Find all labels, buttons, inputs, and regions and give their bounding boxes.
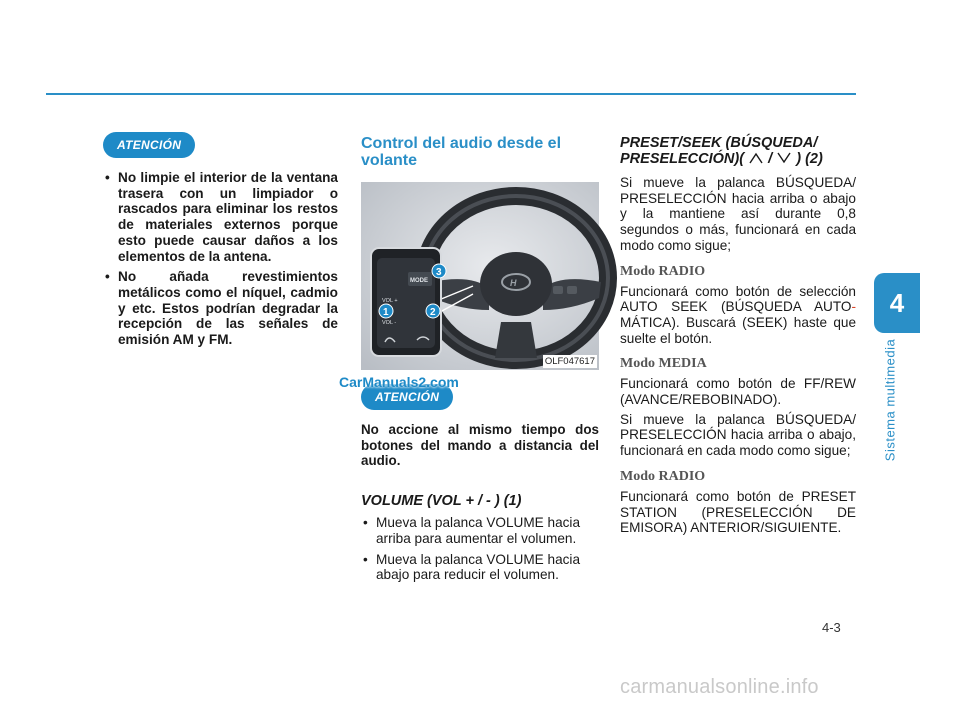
chevron-up-icon bbox=[748, 152, 764, 164]
volume-list bbox=[361, 515, 599, 583]
mode-radio-title: Modo RADIO bbox=[620, 263, 706, 279]
column-left bbox=[103, 132, 338, 353]
figure-label-vol-minus: VOL - bbox=[382, 320, 397, 326]
figure-label-mode: MODE bbox=[410, 278, 428, 284]
steering-wheel-illustration bbox=[361, 182, 599, 370]
list-item: • No añada revestimientos metálicos como el níquel, cadmio y etc. Estos podrían degradar la recepción de las señales de emisión AM y FM. bbox=[103, 269, 338, 348]
mode-radio-text bbox=[620, 284, 856, 347]
chapter-tab bbox=[874, 273, 920, 333]
callout-1: 1 bbox=[383, 307, 389, 318]
watermark: CarManuals2.com bbox=[339, 374, 459, 390]
volume-title: VOLUME (VOL + / - ) (1) bbox=[361, 493, 522, 510]
preset-seek-title-part-c: ) (2) bbox=[796, 151, 823, 167]
figure-code: OLF047617 bbox=[544, 356, 595, 367]
preset-seek-title-part-b: / bbox=[768, 151, 773, 167]
chapter-side-label bbox=[880, 338, 900, 462]
figure-label-vol-plus: VOL + bbox=[382, 298, 398, 304]
column-right bbox=[620, 132, 856, 536]
mode-radio-text-b: MÁTICA). Buscará (SEEK) haste que suelte el botón. bbox=[620, 314, 856, 346]
preset-seek-intro: Si mueve la palanca BÚSQUEDA/ PRESELECCIÓN hacia arriba o abajo y la mantiene así durante 0,8 segundos o más, funcionará en cada modo como sigue; bbox=[620, 175, 856, 253]
header-rule bbox=[46, 93, 856, 95]
list-item: • Mueva la palanca VOLUME hacia arriba para aumentar el volumen. bbox=[361, 515, 599, 546]
hyphen-mark: - bbox=[851, 299, 856, 315]
preset-seek-title-line1: PRESET/SEEK (BÚSQUEDA/ bbox=[620, 135, 818, 151]
list-item: • No limpie el interior de la ventana trasera con un limpiador o rascados para eliminar los restos de materiales externos porque esto puede causar daños a los elementos de la antena. bbox=[103, 170, 338, 264]
mode-media-text-2: Si mueve la palanca BÚSQUEDA/ PRESELECCIÓN hacia arriba o abajo, funcionará en cada modo como sigue; bbox=[620, 411, 856, 459]
mode-media-title: Modo MEDIA bbox=[620, 356, 707, 372]
attention-badge: ATENCIÓN bbox=[361, 384, 453, 410]
list-item: • Mueva la palanca VOLUME hacia abajo para reducir el volumen. bbox=[361, 552, 599, 583]
mode-radio-text-a: Funcionará como botón de selección AUTO SEEK (BÚSQUEDA AUTO bbox=[620, 283, 856, 315]
attention-list bbox=[103, 170, 338, 348]
preset-seek-title bbox=[620, 135, 856, 167]
callout-2: 2 bbox=[430, 307, 436, 318]
column-middle bbox=[339, 132, 599, 588]
preset-seek-title-part-a: PRESELECCIÓN)( bbox=[620, 151, 745, 167]
mode-radio-preset-title: Modo RADIO bbox=[620, 468, 706, 484]
attention-badge: ATENCIÓN bbox=[103, 132, 195, 158]
mode-radio-preset-text: Funcionará como botón de PRESET STATION (PRESELECCIÓN DE EMISORA) ANTERIOR/SIGUIENTE. bbox=[620, 488, 856, 536]
callout-3: 3 bbox=[436, 267, 442, 278]
steering-wheel-figure bbox=[339, 182, 599, 390]
chapter-number: 4 bbox=[889, 287, 905, 318]
svg-text:H: H bbox=[510, 278, 517, 288]
page-number: 4-3 bbox=[822, 620, 841, 635]
mode-media-text: Funcionará como botón de FF/REW (AVANCE/REBOBINADO). bbox=[620, 376, 856, 408]
section-title: Control del audio desde el volante bbox=[361, 135, 562, 169]
notice-text: No accione al mismo tiempo dos botones del mando a distancia del audio. bbox=[361, 422, 599, 469]
preset-seek-title-line2 bbox=[620, 151, 856, 167]
chevron-down-icon bbox=[776, 152, 792, 164]
chapter-title: Sistema multimedia bbox=[882, 338, 898, 462]
footer-site: carmanualsonline.info bbox=[620, 676, 819, 698]
